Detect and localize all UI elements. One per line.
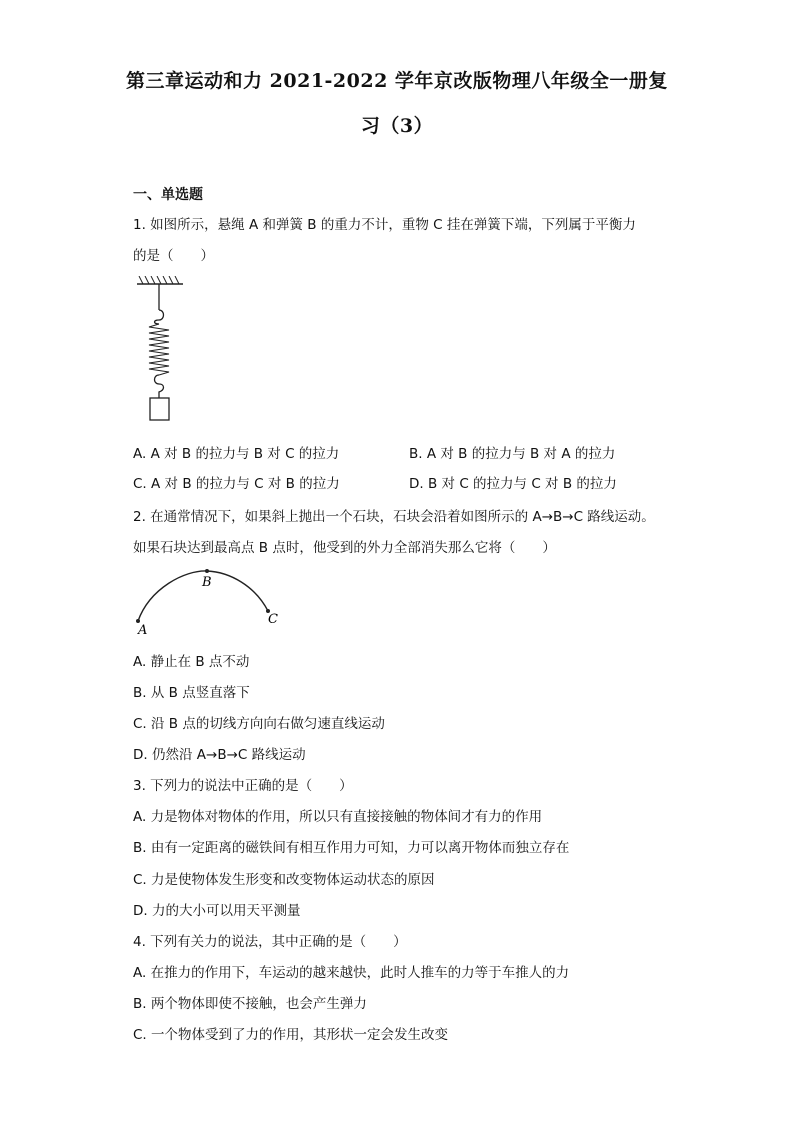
q3-option-a: A. 力是物体对物体的作用，所以只有直接接触的物体间才有力的作用 xyxy=(133,809,543,825)
q3-stem: 3. 下列力的说法中正确的是（ ） xyxy=(133,778,353,794)
q1-option-a: A. A 对 B 的拉力与 B 对 C 的拉力 xyxy=(133,446,340,462)
q4-option-b: B. 两个物体即使不接触，也会产生弹力 xyxy=(133,996,367,1012)
q1-option-d: D. B 对 C 的拉力与 C 对 B 的拉力 xyxy=(409,476,617,492)
q3-option-c: C. 力是使物体发生形变和改变物体运动状态的原因 xyxy=(133,872,435,888)
q3-option-b: B. 由有一定距离的磁铁间有相互作用力可知，力可以离开物体而独立存在 xyxy=(133,840,570,856)
q2-option-a: A. 静止在 B 点不动 xyxy=(133,654,250,670)
q4-option-a: A. 在推力的作用下，车运动的越来越快，此时人推车的力等于车推人的力 xyxy=(133,965,570,981)
q3-option-d: D. 力的大小可以用天平测量 xyxy=(133,903,301,919)
point-label-c: C xyxy=(268,612,278,627)
q4-stem: 4. 下列有关力的说法，其中正确的是（ ） xyxy=(133,934,407,950)
q2-option-b: B. 从 B 点竖直落下 xyxy=(133,685,250,701)
point-label-b: B xyxy=(202,575,212,590)
q4-option-c: C. 一个物体受到了力的作用，其形状一定会发生改变 xyxy=(133,1027,449,1043)
point-label-a: A xyxy=(138,623,148,638)
q1-stem-line1: 1. 如图所示，悬绳 A 和弹簧 B 的重力不计，重物 C 挂在弹簧下端，下列属于平衡力 xyxy=(133,217,636,233)
document-title-line1: 第三章运动和力 2021-2022 学年京改版物理八年级全一册复 xyxy=(126,70,668,92)
trajectory-figure xyxy=(130,566,290,638)
q2-option-c: C. 沿 B 点的切线方向向右做匀速直线运动 xyxy=(133,716,385,732)
document-title-line2: 习（3） xyxy=(360,115,434,137)
q1-stem-line2: 的是（ ） xyxy=(133,248,214,264)
q2-stem-line2: 如果石块达到最高点 B 点时，他受到的外力全部消失那么它将（ ） xyxy=(133,540,556,556)
q2-stem-line1: 2. 在通常情况下，如果斜上抛出一个石块，石块会沿着如图所示的 A→B→C 路线运动。 xyxy=(133,509,655,525)
q1-option-b: B. A 对 B 的拉力与 B 对 A 的拉力 xyxy=(409,446,616,462)
section-heading: 一、单选题 xyxy=(133,187,203,203)
q2-option-d: D. 仍然沿 A→B→C 路线运动 xyxy=(133,747,306,763)
spring-figure xyxy=(133,276,193,428)
q1-option-c: C. A 对 B 的拉力与 C 对 B 的拉力 xyxy=(133,476,340,492)
